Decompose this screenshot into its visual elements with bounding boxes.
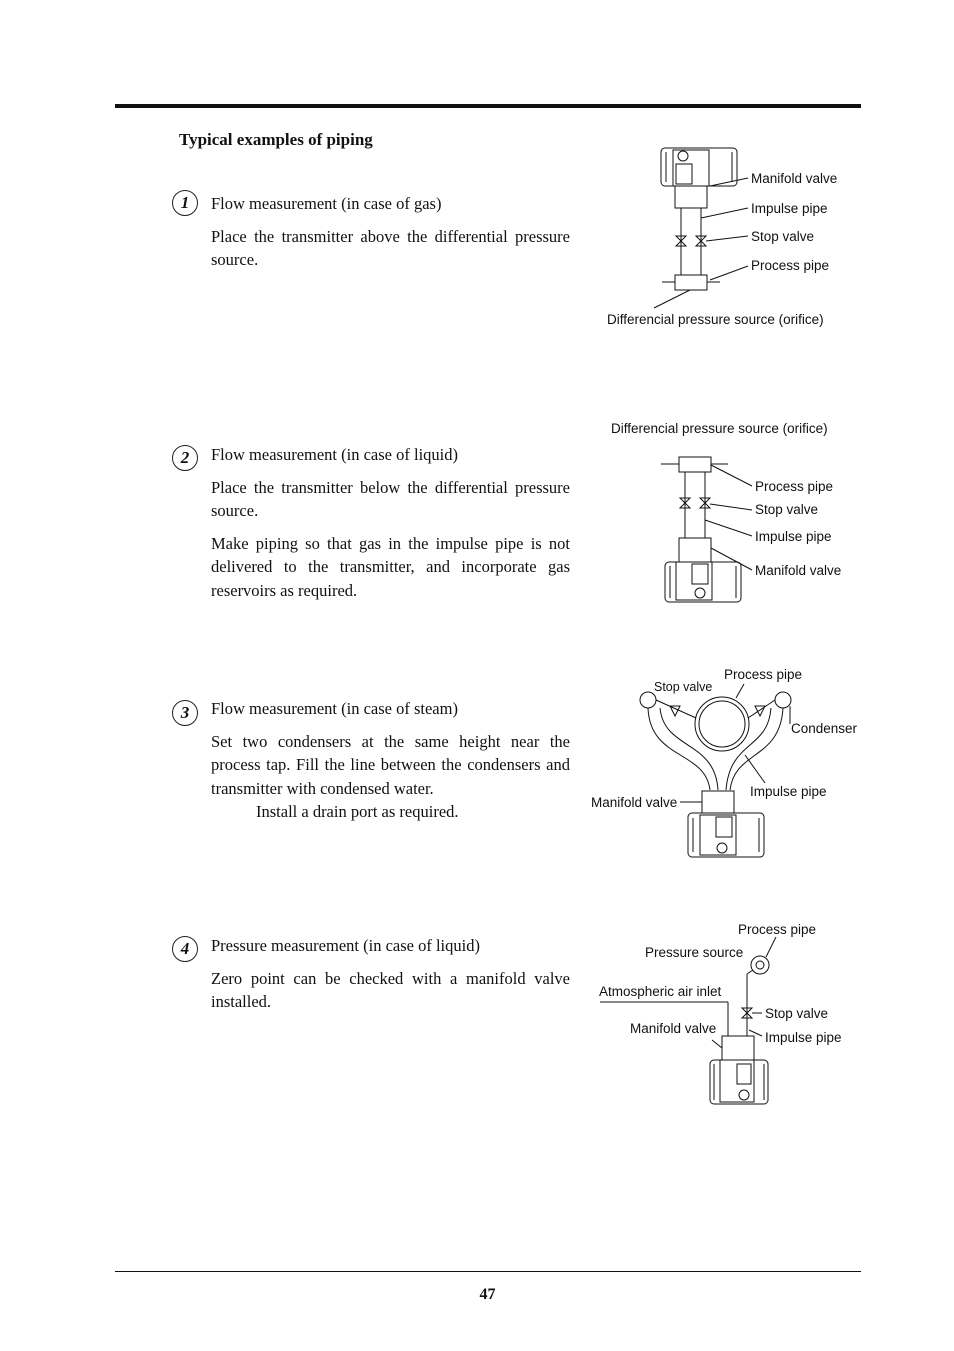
- label-process-pipe: Process pipe: [755, 479, 834, 494]
- label-manifold-valve: Manifold valve: [751, 171, 838, 186]
- item-1-paragraph-1: Place the transmitter above the differential pressure source.: [211, 226, 570, 269]
- transmitter-icon: [661, 148, 737, 186]
- figure-4-pressure-piping: [585, 915, 875, 1115]
- item-3-text: [211, 697, 570, 833]
- manifold-valve-block: [702, 791, 734, 813]
- manifold-valve-block: [722, 1036, 754, 1060]
- label-dp-source: Differencial pressure source (orifice): [607, 312, 824, 327]
- figure-1-gas-piping: [585, 140, 875, 340]
- label-manifold-valve: Manifold valve: [591, 795, 678, 810]
- label-process-pipe: Process pipe: [724, 667, 803, 682]
- item-3-paragraph-1: Set two condensers at the same height near the process tap. Fill the line between the condensers and transmitter with condensed water.: [211, 731, 570, 798]
- item-3-title: Flow measurement (in case of steam): [211, 699, 458, 718]
- manifold-valve-block: [679, 538, 711, 562]
- label-impulse-pipe: Impulse pipe: [765, 1030, 842, 1045]
- label-condenser: Condenser: [791, 721, 858, 736]
- item-3-paragraph-2: Install a drain port as required.: [256, 802, 459, 821]
- item-number-4: 4: [172, 936, 198, 962]
- process-pipe-icon: [695, 697, 749, 751]
- label-pressure-source: Pressure source: [645, 945, 744, 960]
- item-4-text: [211, 934, 570, 1023]
- figure-3-steam-piping: [585, 660, 875, 865]
- item-number-3: 3: [172, 700, 198, 726]
- transmitter-icon: [665, 562, 741, 602]
- item-2-text: [211, 443, 570, 611]
- orifice-block: [675, 275, 707, 290]
- label-stop-valve: Stop valve: [765, 1006, 829, 1021]
- label-impulse-pipe: Impulse pipe: [750, 784, 827, 799]
- label-process-pipe: Process pipe: [738, 922, 817, 937]
- top-rule: [115, 104, 861, 108]
- label-impulse-pipe: Impulse pipe: [755, 529, 832, 544]
- item-2-title: Flow measurement (in case of liquid): [211, 445, 458, 464]
- label-stop-valve: Stop valve: [654, 680, 713, 694]
- item-1-text: [211, 192, 570, 281]
- condenser-icon: [640, 692, 656, 708]
- label-manifold-valve: Manifold valve: [755, 563, 842, 578]
- label-stop-valve: Stop valve: [755, 502, 819, 517]
- manifold-valve-block: [675, 186, 707, 208]
- section-heading: Typical examples of piping: [179, 130, 373, 149]
- bottom-rule: [115, 1271, 861, 1272]
- transmitter-icon: [710, 1060, 768, 1104]
- item-1-title: Flow measurement (in case of gas): [211, 194, 442, 213]
- figure-2-liquid-piping: [585, 415, 875, 610]
- label-impulse-pipe: Impulse pipe: [751, 201, 828, 216]
- label-dp-source: Differencial pressure source (orifice): [611, 421, 828, 436]
- label-stop-valve: Stop valve: [751, 229, 815, 244]
- transmitter-icon: [688, 813, 764, 857]
- item-2-paragraph-1: Place the transmitter below the differential pressure source.: [211, 477, 570, 520]
- item-2-paragraph-2: Make piping so that gas in the impulse pipe is not delivered to the transmitter, and incorporate gas reservoirs as required.: [211, 533, 570, 600]
- label-manifold-valve: Manifold valve: [630, 1021, 717, 1036]
- page-number: 47: [479, 1286, 496, 1303]
- item-number-2: 2: [172, 445, 198, 471]
- item-number-1: 1: [172, 190, 198, 216]
- item-4-title: Pressure measurement (in case of liquid): [211, 936, 480, 955]
- condenser-icon: [775, 692, 791, 708]
- orifice-block: [679, 457, 711, 472]
- label-atmospheric-air-inlet: Atmospheric air inlet: [599, 984, 722, 999]
- pressure-source-icon: [751, 956, 769, 974]
- label-process-pipe: Process pipe: [751, 258, 830, 273]
- item-4-paragraph-1: Zero point can be checked with a manifold valve installed.: [211, 968, 570, 1011]
